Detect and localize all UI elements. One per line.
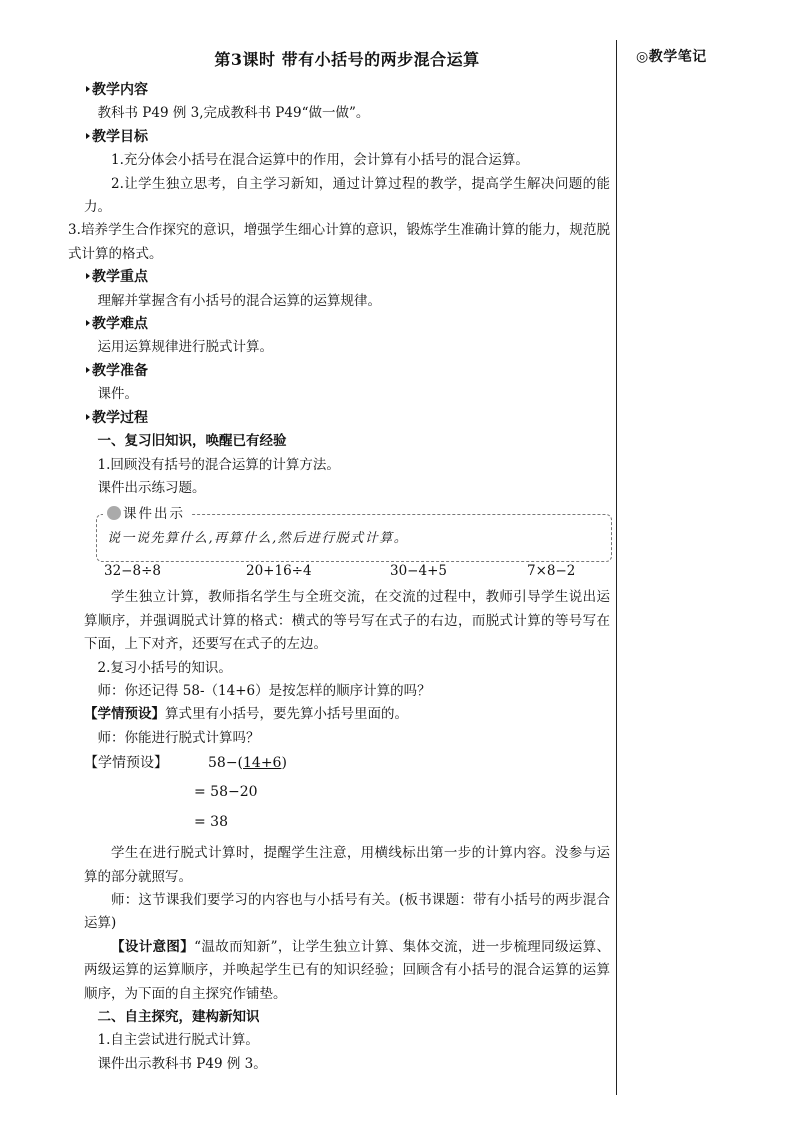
page-title: 第3课时 带有小括号的两步混合运算 xyxy=(214,50,480,69)
teacher-question-2: 师：你能进行脱式计算吗？ xyxy=(97,729,260,746)
difficulty-text: 运用运算规律进行脱式计算。 xyxy=(97,339,273,356)
step-2: 2.复习小括号的知识。 xyxy=(97,659,232,676)
heading-process: 教学过程 xyxy=(84,407,610,430)
calc-line-1: 58−(14+6) xyxy=(208,755,287,772)
preparation-text: 课件。 xyxy=(97,386,138,403)
heading-goals: 教学目标 xyxy=(84,126,610,149)
paragraph-underline-tip: 学生在进行脱式计算时，提醒学生注意，用横线标出第一步的计算内容。没参与运算的部分就照写。 xyxy=(84,845,610,885)
preset-1: 【学情预设】算式里有小括号，要先算小括号里面的。 xyxy=(84,706,408,723)
goal-1: 1.充分体会小括号在混合运算中的作用，会计算有小括号的混合运算。 xyxy=(111,152,529,169)
bullet-icon xyxy=(86,86,90,92)
preset-2-tag: 【学情预设】 xyxy=(84,755,168,772)
bullet-icon xyxy=(86,133,90,139)
key-point-text: 理解并掌握含有小括号的混合运算的运算规律。 xyxy=(97,292,381,309)
heading-content: 教学内容 xyxy=(84,79,610,102)
show-example: 课件出示教科书 P49 例 3。 xyxy=(97,1055,267,1072)
design-intent: 【设计意图】“温故而知新”，让学生独立计算、集体交流，进一步梳理同级运算、两级运算的运算顺序，并唤起学生已有的知识经验；回顾含有小括号的混合运算的运算顺序，为下面的自主探究作铺垫。 xyxy=(84,938,611,1002)
expression: 30−4+5 xyxy=(390,563,447,580)
teaching-notes-label: ◎教学笔记 xyxy=(636,49,707,65)
step-1: 1.回顾没有括号的混合运算的计算方法。 xyxy=(97,456,340,473)
goal-2: 2.让学生独立思考，自主学习新知，通过计算过程的教学，提高学生解决问题的能力。 xyxy=(84,175,610,216)
step-3: 1.自主尝试进行脱式计算。 xyxy=(97,1032,259,1049)
bullet-icon xyxy=(86,414,90,420)
goal-3: 3.培养学生合作探究的意识，增强学生细心计算的意识，锻炼学生准确计算的能力，规范脱式计算的格式。 xyxy=(68,222,610,262)
paragraph-format: 学生独立计算，教师指名学生与全班交流，在交流的过程中，教师引导学生说出运算顺序，并强调脱式计算的格式：横式的等号写在式子的右边，而脱式计算的等号写在下面，上下对齐，还要写在式子的左边。 xyxy=(84,589,610,653)
heading-preparation: 教学准备 xyxy=(84,360,610,383)
lesson-plan xyxy=(68,47,611,1076)
calculation-example xyxy=(84,752,610,842)
calc-line-2: = 58−20 xyxy=(194,784,258,801)
content-text: 教科书 P49 例 3,完成教科书 P49“做一做”。 xyxy=(97,105,370,122)
exercise-expressions xyxy=(104,560,610,586)
teacher-statement: 师：这节课我们要学习的内容也与小括号有关。(板书课题：带有小括号的两步混合运算) xyxy=(84,891,610,932)
expression: 7×8−2 xyxy=(527,563,576,580)
calc-line-3: = 38 xyxy=(194,814,228,831)
expression: 20+16÷4 xyxy=(246,563,312,580)
heading-difficulty: 教学难点 xyxy=(84,313,610,336)
bullet-icon xyxy=(86,273,90,279)
courseware-box xyxy=(96,506,612,562)
part-2-heading: 二、自主探究，建构新知识 xyxy=(97,1009,260,1025)
expression: 32−8÷8 xyxy=(104,563,161,580)
courseware-dot-icon xyxy=(107,506,121,520)
part-1-heading: 一、复习旧知识，唤醒已有经验 xyxy=(97,433,287,450)
margin-divider xyxy=(616,40,617,1095)
courseware-instruction: 说一说先算什么,再算什么,然后进行脱式计算。 xyxy=(107,531,409,547)
bullet-icon xyxy=(86,320,90,326)
teacher-question-1: 师：你还记得 58-（14+6）是按怎样的顺序计算的吗？ xyxy=(97,682,431,699)
courseware-tag: 课件出示 xyxy=(103,503,191,526)
show-exercise: 课件出示练习题。 xyxy=(97,479,206,496)
bullet-icon xyxy=(86,367,90,373)
heading-key-point: 教学重点 xyxy=(84,266,610,289)
